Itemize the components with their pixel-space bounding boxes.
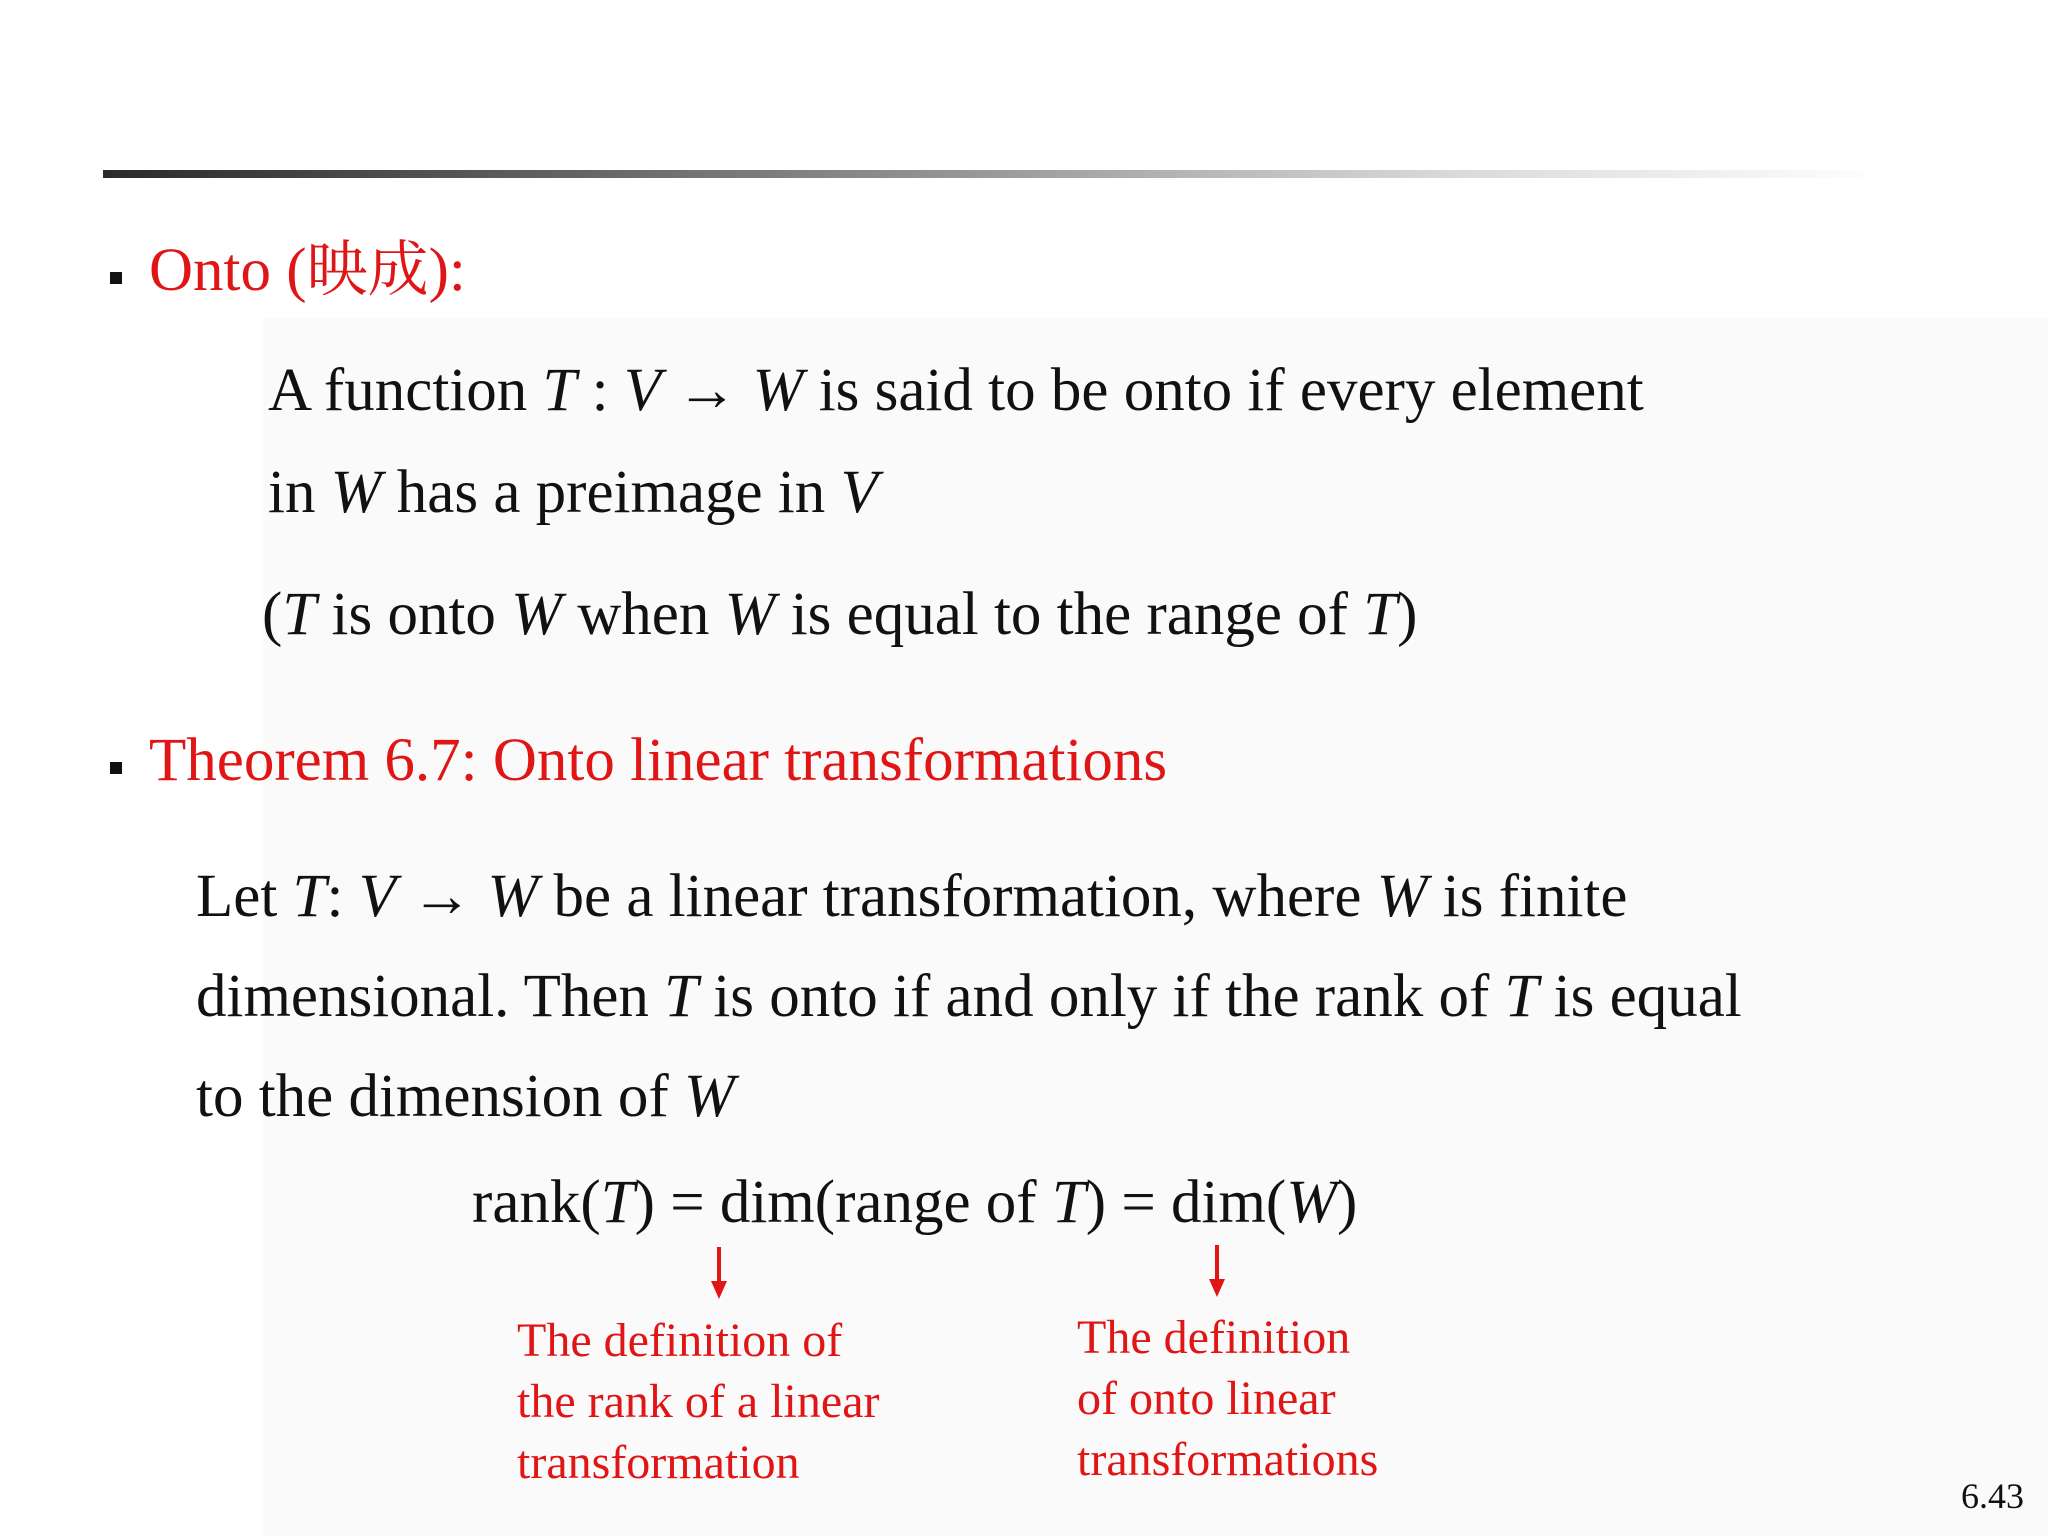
text-run: be a linear transformation, where	[538, 863, 1377, 930]
text-run: is equal to the range of	[775, 581, 1364, 648]
text-run: in	[268, 459, 331, 526]
theorem-line-2	[196, 963, 1742, 1030]
text-run: )	[1397, 581, 1418, 648]
text-run: →	[661, 357, 753, 424]
note-line: of onto linear	[1077, 1372, 1336, 1425]
text-run: when	[561, 581, 725, 648]
rank-definition-note	[517, 1310, 879, 1493]
text-run: is said to be onto if every element	[803, 357, 1644, 424]
text-run: )	[1337, 1169, 1358, 1236]
note-line: the rank of a linear	[517, 1375, 880, 1428]
note-line: The definition	[1077, 1311, 1351, 1364]
down-arrow-icon	[1207, 1245, 1227, 1297]
text-run: is finite	[1427, 863, 1628, 930]
bullet-icon	[110, 762, 122, 774]
math-symbol: T	[1051, 1169, 1086, 1236]
math-symbol: T	[292, 863, 327, 930]
theorem-heading: Theorem 6.7: Onto linear transformations	[149, 727, 1168, 794]
math-symbol: T	[1504, 963, 1539, 1030]
theorem-line-3	[196, 1063, 735, 1130]
text-run: dimensional. Then	[196, 963, 665, 1030]
math-symbol: W	[511, 581, 562, 648]
onto-definition-line-2	[268, 459, 878, 526]
rank-formula	[472, 1169, 1358, 1236]
math-symbol: T	[664, 963, 699, 1030]
math-symbol: V	[623, 357, 662, 424]
theorem-heading-row	[110, 727, 1168, 794]
text-run: ) = dim(	[1085, 1169, 1287, 1236]
text-run: :	[326, 863, 359, 930]
onto-range-note	[262, 581, 1418, 648]
text-run: :	[576, 357, 624, 424]
math-symbol: W	[724, 581, 776, 648]
text-run: to the dimension of	[196, 1063, 684, 1130]
text-run: has a preimage in	[381, 459, 841, 526]
math-symbol: W	[1286, 1169, 1338, 1236]
bullet-icon	[110, 272, 122, 284]
math-symbol: W	[1376, 863, 1428, 930]
note-line: The definition of	[517, 1314, 843, 1367]
page-number: 6.43	[1961, 1476, 2024, 1516]
down-arrow-icon	[709, 1247, 729, 1299]
math-symbol: T	[542, 357, 577, 424]
math-symbol: V	[840, 459, 878, 526]
text-run: is onto	[316, 581, 512, 648]
text-run: rank(	[472, 1169, 601, 1236]
text-run: is onto if and only if the rank of	[698, 963, 1505, 1030]
text-run: A function	[268, 357, 543, 424]
text-run: →	[395, 863, 488, 930]
math-symbol: V	[358, 863, 396, 930]
text-run: (	[262, 581, 283, 648]
math-symbol: T	[600, 1169, 635, 1236]
onto-definition-line-1	[268, 357, 1644, 424]
note-line: transformations	[1077, 1433, 1379, 1486]
title-divider	[103, 170, 1883, 178]
math-symbol: T	[1363, 581, 1398, 648]
math-symbol: T	[282, 581, 317, 648]
onto-heading-row	[110, 237, 466, 304]
text-run: is equal	[1538, 963, 1742, 1030]
theorem-line-1	[196, 863, 1628, 930]
math-symbol: W	[752, 357, 804, 424]
onto-heading: Onto (映成):	[149, 237, 466, 304]
math-symbol: W	[487, 863, 539, 930]
math-symbol: W	[330, 459, 382, 526]
text-run: ) = dim(range of	[634, 1169, 1052, 1236]
math-symbol: W	[683, 1063, 735, 1130]
text-run: Let	[196, 863, 293, 930]
onto-definition-note	[1077, 1307, 1378, 1490]
note-line: transformation	[517, 1436, 800, 1489]
